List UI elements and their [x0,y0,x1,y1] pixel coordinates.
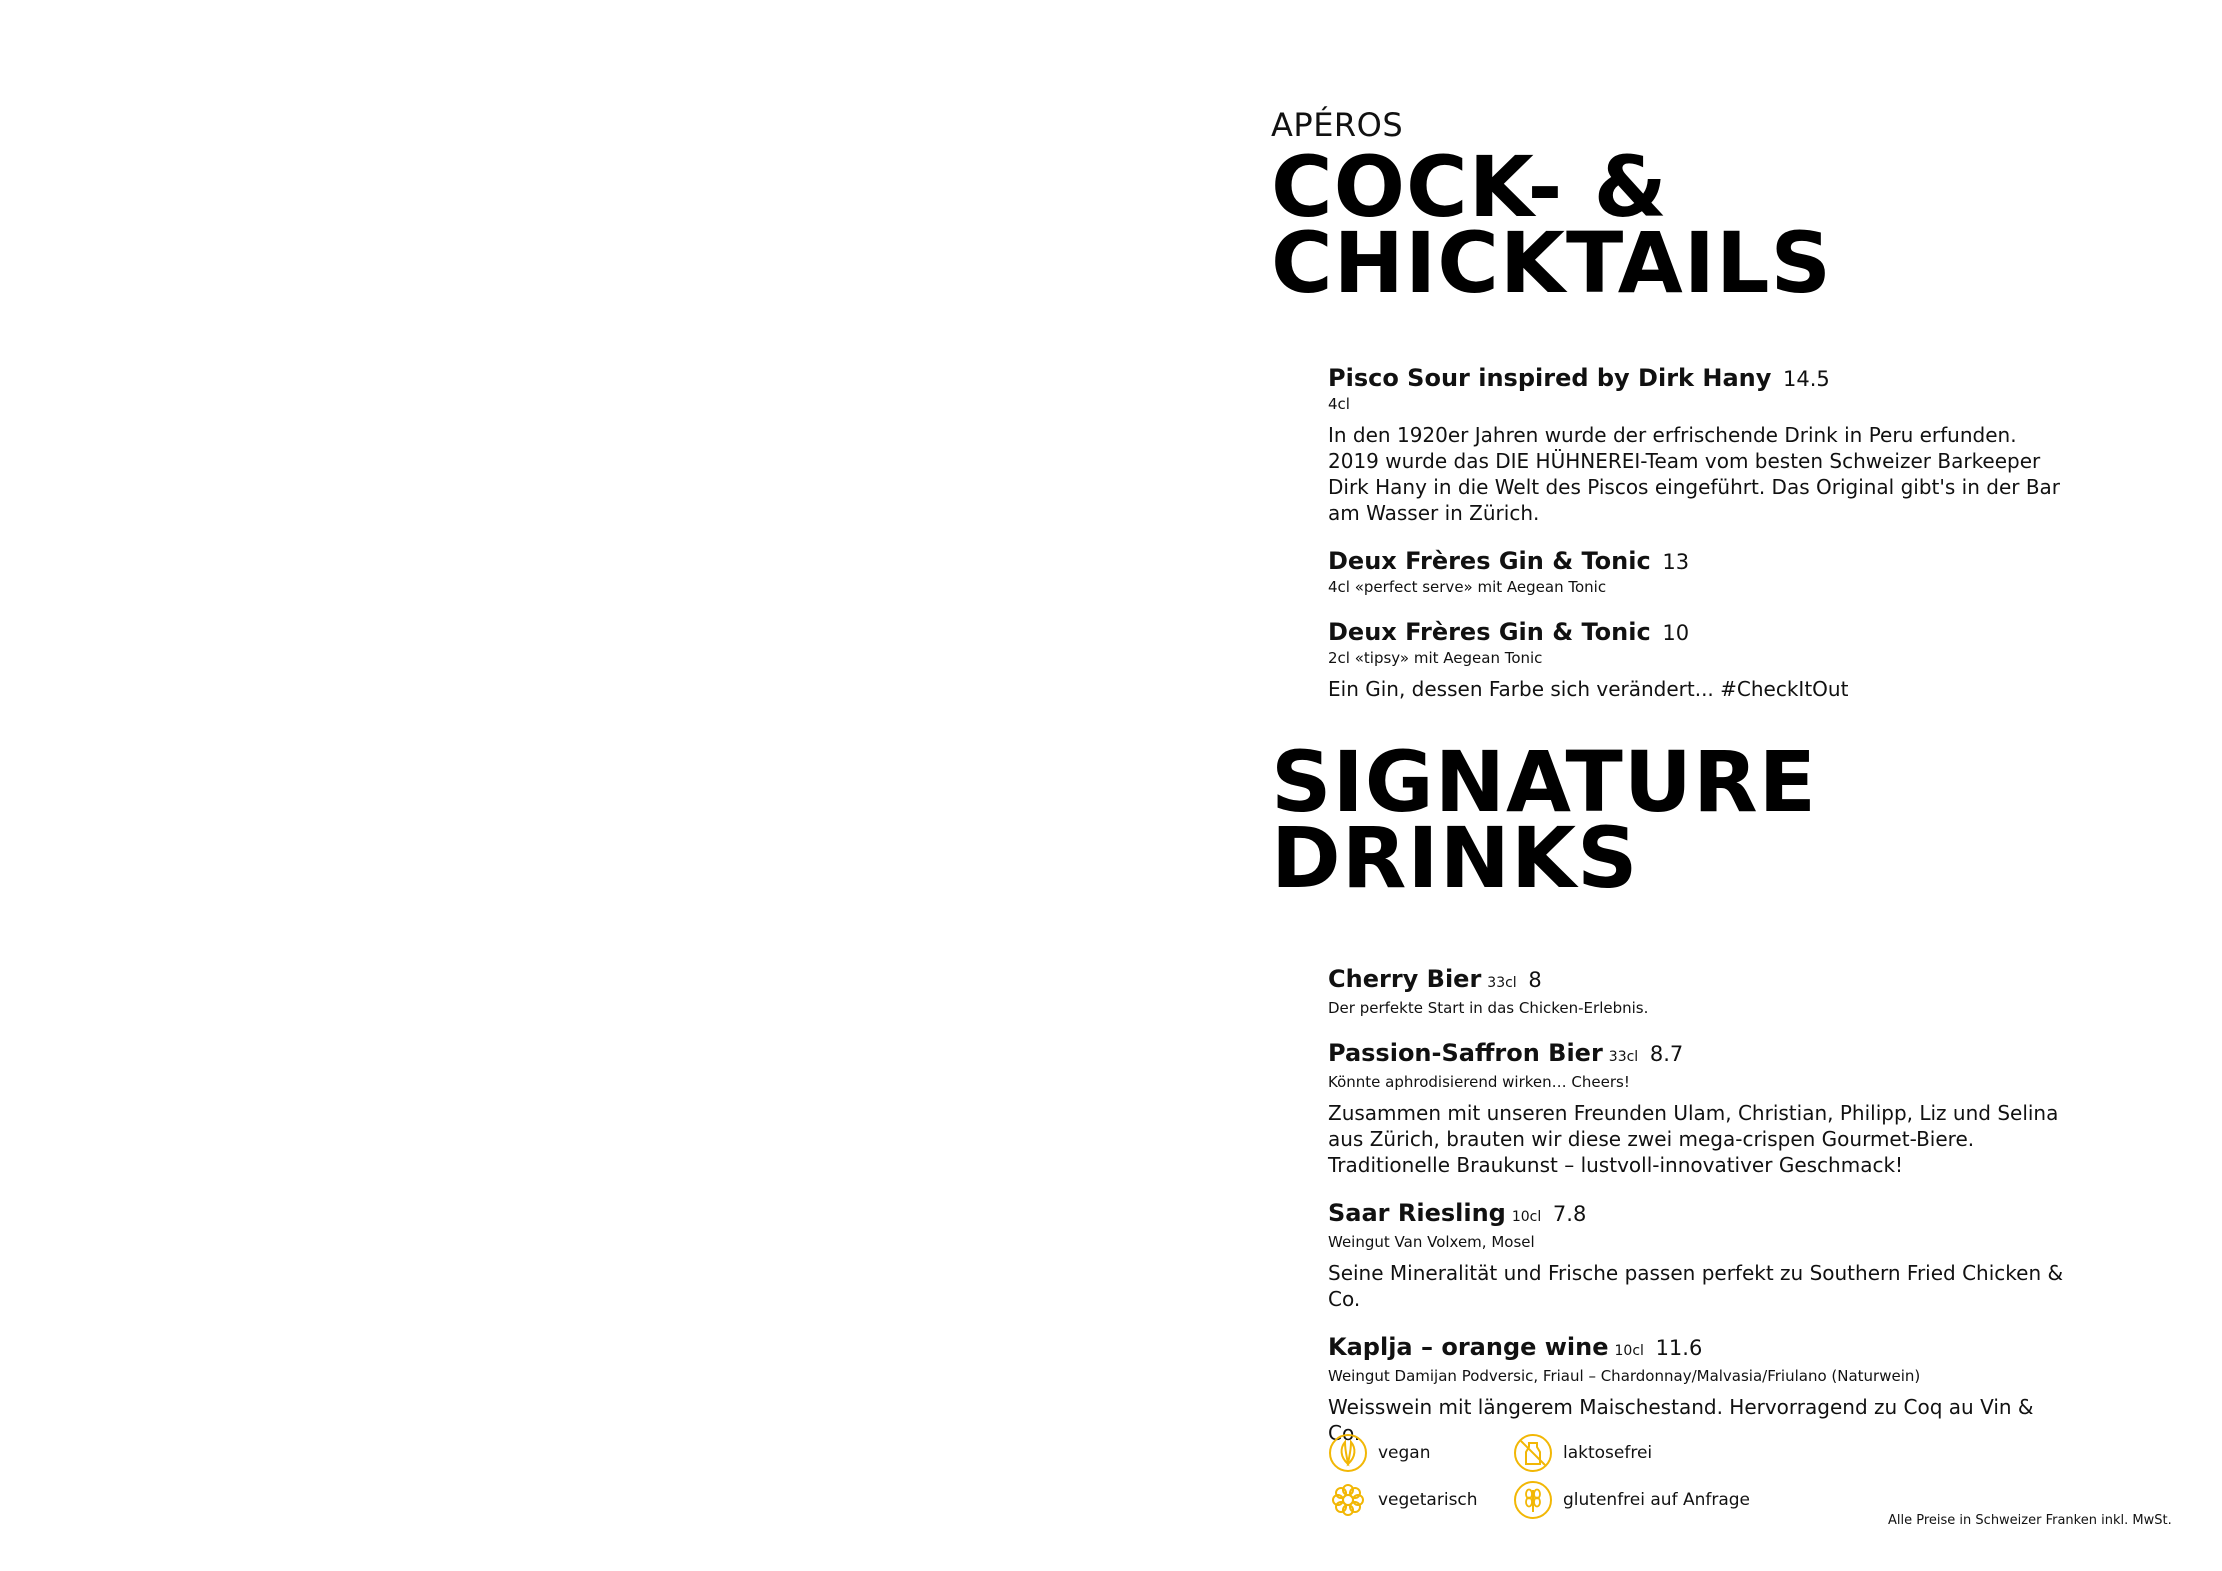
item-volume: 33cl [1608,1049,1639,1065]
legend-gluten-free [1513,1480,1750,1520]
section-headline [1271,138,2171,312]
item-description: Ein Gin, dessen Farbe sich verändert... #CheckItOut [1328,677,1849,701]
item-price: 7.8 [1552,1202,1587,1226]
item-description: Seine Mineralität und Frische passen perfekt zu Southern Fried Chicken & Co. [1328,1261,2064,1311]
diet-legend [1328,1433,1768,1523]
section-headline [1271,733,2171,907]
item-volume: 10cl [1511,1209,1542,1225]
section-signature-drinks [1271,733,2171,1446]
menu-item [1328,1332,2171,1446]
item-subtitle: 4cl [1328,395,1350,413]
menu-item [1328,546,2171,597]
item-price: 13 [1662,550,1690,574]
headline-line: CHICKTAILS [1271,214,1833,312]
item-subtitle: Weingut Damijan Podversic, Friaul – Chardonnay/Malvasia/Friulano (Naturwein) [1328,1367,1921,1385]
item-name: Deux Frères Gin & Tonic [1328,547,1651,575]
item-name: Deux Frères Gin & Tonic [1328,618,1651,646]
item-price: 8 [1528,968,1542,992]
no-milk-icon [1513,1433,1553,1473]
headline-line: COCK- & [1271,138,1668,236]
item-subtitle: 4cl «perfect serve» mit Aegean Tonic [1328,578,1607,596]
item-title [1328,546,2171,577]
price-footnote: Alle Preise in Schweizer Franken inkl. MwSt. [1888,1513,2172,1528]
item-price: 14.5 [1783,367,1830,391]
item-list [1328,964,2171,1446]
item-title [1328,1198,2171,1232]
item-title [1328,964,2171,998]
menu-item [1328,1198,2171,1312]
menu-item [1328,363,2171,526]
item-title [1328,1332,2171,1366]
item-list [1328,363,2171,702]
headline-line: DRINKS [1271,809,1639,907]
wheat-icon [1513,1480,1553,1520]
item-title [1328,617,2171,648]
item-description: In den 1920er Jahren wurde der erfrischende Drink in Peru erfunden. 2019 wurde das DIE HÜHNEREI-Team vom besten Schweizer Barkeeper Dirk Hany in die Welt des Piscos eingeführt. Das Original gibt's in der Bar am Wasser in Zürich. [1328,423,2061,525]
item-price: 11.6 [1655,1336,1703,1360]
item-subtitle: Weingut Van Volxem, Mosel [1328,1233,1535,1251]
item-name: Saar Riesling [1328,1199,1506,1227]
section-kicker: APÉROS [1271,106,1404,144]
item-subtitle: 2cl «tipsy» mit Aegean Tonic [1328,649,1543,667]
leaf-icon [1328,1433,1368,1473]
legend-label: vegan [1378,1443,1431,1463]
menu-item [1328,617,2171,702]
menu-item [1328,964,2171,1018]
menu-item [1328,1038,2171,1178]
item-price: 10 [1662,621,1690,645]
legend-vegetarian [1328,1480,1478,1520]
legend-label: vegetarisch [1378,1490,1478,1510]
legend-label: laktosefrei [1563,1443,1653,1463]
item-title [1328,363,2171,394]
item-price: 8.7 [1649,1042,1684,1066]
item-name: Pisco Sour inspired by Dirk Hany [1328,364,1772,392]
item-name: Cherry Bier [1328,965,1482,993]
item-subtitle: Könnte aphrodisierend wirken… Cheers! [1328,1073,1630,1091]
item-volume: 10cl [1614,1343,1644,1359]
flower-icon [1328,1480,1368,1520]
legend-lactose-free [1513,1433,1652,1473]
item-title [1328,1038,2171,1072]
menu-column [1271,105,2171,1466]
item-subtitle: Der perfekte Start in das Chicken-Erlebnis. [1328,999,1649,1017]
item-name: Kaplja – orange wine [1328,1333,1609,1361]
section-apero [1271,105,2171,702]
item-volume: 33cl [1487,975,1517,991]
item-description: Weisswein mit längerem Maischestand. Hervorragend zu Coq au Vin & Co. [1328,1395,2034,1445]
legend-label: glutenfrei auf Anfrage [1563,1490,1750,1510]
headline-line: SIGNATURE [1271,733,1818,831]
legend-vegan [1328,1433,1431,1473]
item-description: Zusammen mit unseren Freunden Ulam, Christian, Philipp, Liz und Selina aus Zürich, brauten wir diese zwei mega-crispen Gourmet-Biere. Traditionelle Braukunst – lustvoll-innovativer Geschmack! [1328,1101,2059,1177]
item-name: Passion-Saffron Bier [1328,1039,1603,1067]
